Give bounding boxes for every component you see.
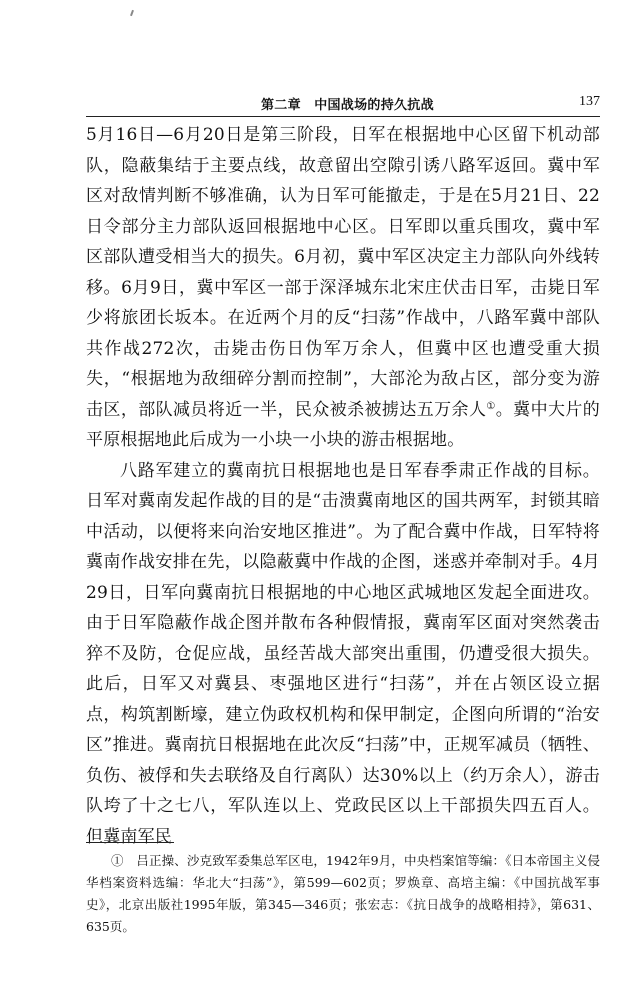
paragraph-2: 八路军建立的冀南抗日根据地也是日军春季肃正作战的目标。日军对冀南发起作战的目的是“击溃冀南地区的国共两军，封锁其暗中活动，以便将来向治安地区推进”。为了配合冀中作战，日军特将冀南作战安排在先，以隐蔽冀中作战的企图，迷惑并牵制对手。4月29日，日军向冀南抗日根据地的中心地区武城地区发起全面进攻。由于日军隐蔽作战企图并散布各种假情报，冀南军区面对突然袭击猝不及防，仓促应战，虽经苦战大部突出重围，仍遭受很大损失。此后，日军又对冀县、枣强地区进行“扫荡”，并在占领区设立据点，构筑割断壕，建立伪政权机构和保甲制定，企图向所谓的“治安区”推进。冀南抗日根据地在此次反“扫荡”中，正规军减员（牺牲、负伤、被俘和失去联络及自行离队）达30%以上（约万余人），游击队垮了十之七八，军队连以上、党政民区以上干部损失四五百人。但冀南军民: [86, 460, 600, 847]
header-rule: [86, 116, 600, 117]
paragraph-1: [86, 120, 600, 456]
footnote-rule: [86, 842, 174, 843]
footnote-text: 吕正操、沙克致军委集总军区电，1942年9月，中央档案馆等编：《日本帝国主义侵华档案资料选编：华北大“扫荡”》，第599—602页；罗焕章、高培主编：《中国抗战军事史》，北京出版社1995年版，第345—346页；张宏志：《抗日战争的战略相持》，第631、635页。: [86, 853, 600, 934]
footnote: [86, 850, 600, 938]
page-number: 137: [579, 94, 600, 109]
footnote-marker: ①: [111, 853, 124, 868]
footnote-reference[interactable]: ①: [486, 400, 496, 412]
paragraph-1-part-a: 5月16日—6月20日是第三阶段，日军在根据地中心区留下机动部队，隐蔽集结于主要点线，故意留出空隙引诱八路军返回。冀中军区对敌情判断不够准确，认为日军可能撤走，于是在5月21日、22日令部分主力部队返回根据地中心区。日军即以重兵围攻，冀中军区部队遭受相当大的损失。6月初，冀中军区决定主力部队向外线转移。6月9日，冀中军区一部于深泽城东北宋庄伏击日军，击毙日军少将旅团长坂本。在近两个月的反“扫荡”作战中，八路军冀中部队共作战272次，击毙击伤日伪军万余人，但冀中区也遭受重大损失，“根据地为敌细碎分割而控制”，大部沦为敌占区，部分变为游击区，部队减员将近一半，民众被杀被掳达五万余人: [86, 125, 600, 420]
paragraph-1-part-b: 。冀中大片的平原根据地此后成为一小块一小块的游击根据地。: [86, 399, 600, 450]
body-text: [86, 120, 600, 852]
running-header: [86, 92, 600, 114]
chapter-title: 第二章 中国战场的持久抗战: [261, 98, 434, 113]
stray-mark: [130, 10, 134, 16]
